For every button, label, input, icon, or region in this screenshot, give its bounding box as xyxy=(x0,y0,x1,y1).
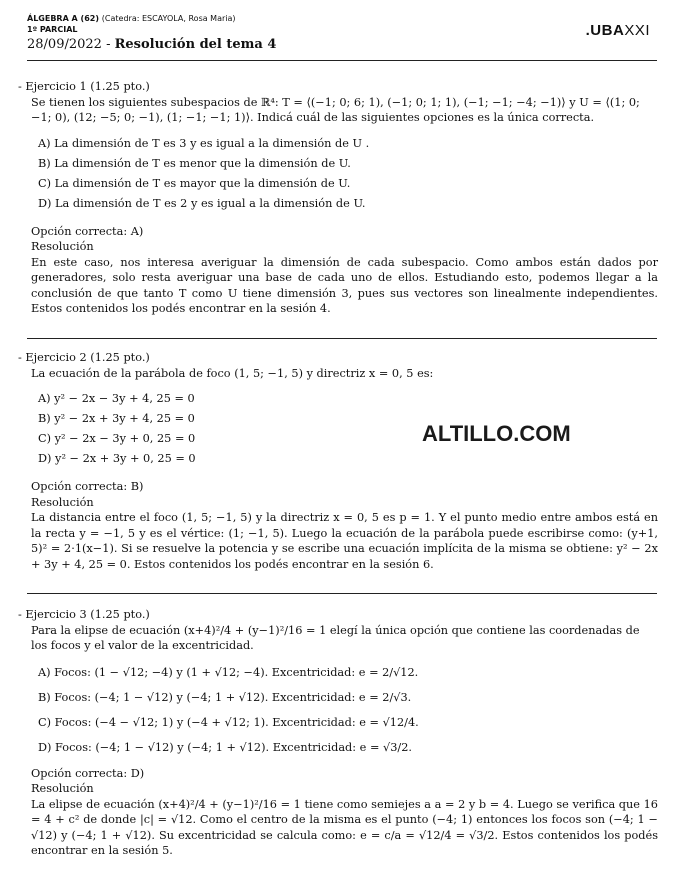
chair-name: (Catedra: ESCAYOLA, Rosa Maria) xyxy=(101,14,236,23)
header-divider xyxy=(27,60,657,61)
exam-date: 28/09/2022 xyxy=(27,37,102,52)
resolution-label: Resolución xyxy=(31,495,94,509)
options-list xyxy=(18,134,658,214)
watermark: ALTILLO.COM xyxy=(422,421,571,446)
option-d: D) La dimensión de T es 2 y es igual a la dimensión de U. xyxy=(38,196,366,210)
option-a: A) La dimensión de T es 3 y es igual a la dimensión de U . xyxy=(38,136,370,150)
correct-answer: Opción correcta: D) xyxy=(31,766,145,780)
correct-answer: Opción correcta: A) xyxy=(31,224,144,238)
option-d: D) y² − 2x + 3y + 0, 25 = 0 xyxy=(38,452,196,465)
exercise-statement: Se tienen los siguientes subespacios de ℝ⁴: T = ⟨(−1; 0; 6; 1), (−1; 0; 1; 1), (−1; −1; −4; −1)⟩ y U = ⟨(1; 0; −1; 0), (12; −5; 0; −1), (1; −1; −1; 1)⟩. Indicá cuál de las siguientes opciones es la única correcta. xyxy=(31,95,640,124)
exercise-title: - Ejercicio 1 (1.25 pto.) xyxy=(18,80,150,93)
option-b: B) y² − 2x + 3y + 4, 25 = 0 xyxy=(38,412,195,425)
correct-answer: Opción correcta: B) xyxy=(31,480,144,493)
exercise-title: - Ejercicio 3 (1.25 pto.) xyxy=(18,608,150,621)
options-list xyxy=(18,660,658,760)
option-d: D) Focos: (−4; 1 − √12) y (−4; 1 + √12). Excentricidad: e = √3/2. xyxy=(38,740,412,754)
exercise-3 xyxy=(18,607,658,859)
exercise-title: - Ejercicio 2 (1.25 pto.) xyxy=(18,351,150,364)
course-name: ÁLGEBRA A (62) xyxy=(27,14,99,23)
title-line: 28/09/2022 - Resolución del tema 4 xyxy=(27,37,277,52)
option-b: B) Focos: (−4; 1 − √12) y (−4; 1 + √12). Excentricidad: e = 2/√3. xyxy=(38,690,412,704)
option-c: C) La dimensión de T es mayor que la dimensión de U. xyxy=(38,176,351,190)
option-c: C) Focos: (−4 − √12; 1) y (−4 + √12; 1). Excentricidad: e = √12/4. xyxy=(38,715,419,729)
exercise-statement: Para la elipse de ecuación (x+4)²/4 + (y−1)²/16 = 1 elegí la única opción que contiene las coordenadas de los focos y el valor de la excentricidad. xyxy=(31,623,640,652)
exercise-statement: La ecuación de la parábola de foco (1, 5; −1, 5) y directriz x = 0, 5 es: xyxy=(31,366,434,380)
resolution-text: La elipse de ecuación (x+4)²/4 + (y−1)²/16 = 1 tiene como semiejes a a = 2 y b = 4. Luego se verifica que 16 = 4 + c² de donde |c| = √12. Como el centro de la misma es el punto (−4; 1) entonces los focos son (−4; 1 − √12) y (−4; 1 + √12). Su excentricidad se calcula como: e = c/a = √12/4 = √3/2. Estos contenidos los podés encontrar en la sesión 5. xyxy=(31,797,658,857)
option-a: A) Focos: (1 − √12; −4) y (1 + √12; −4). Excentricidad: e = 2/√12. xyxy=(38,665,419,679)
exam-header xyxy=(27,13,477,52)
section-divider xyxy=(27,593,657,594)
option-c: C) y² − 2x − 3y + 0, 25 = 0 xyxy=(38,432,196,445)
resolution-label: Resolución xyxy=(31,240,94,253)
exercise-2 xyxy=(18,350,658,572)
section-divider xyxy=(27,338,657,339)
resolution-text: La distancia entre el foco (1, 5; −1, 5) y la directriz x = 0, 5 es p = 1. Y el punto medio entre ambos está en la recta y = −1, 5 y es el vértice: (1; −1, 5). Luego la ecuación de la parábola puede escribirse como: (y+1, 5)² = 2·1(x−1). Si se resuelve la potencia y se escribe una ecuación implícita de la misma se obtiene: y² − 2x + 3y + 4, 25 = 0. Estos contenidos los podés encontrar en la sesión 6. xyxy=(31,511,658,571)
page-title: Resolución del tema 4 xyxy=(114,37,277,52)
option-a: A) y² − 2x − 3y + 4, 25 = 0 xyxy=(38,392,195,405)
option-b: B) La dimensión de T es menor que la dimensión de U. xyxy=(38,156,351,170)
exercise-1 xyxy=(18,79,658,317)
course-line xyxy=(27,13,477,24)
resolution-text: En este caso, nos interesa averiguar la dimensión de cada subespacio. Como ambos están dados por generadores, solo resta averiguar una base de cada uno de ellos. Estudiando esto, podemos llegar a la conclusión de que tanto T como U tiene dimensión 3, pues sus vectores son linealmente independientes. Estos contenidos los podés encontrar en la sesión 4. xyxy=(31,255,658,315)
uba-xxi-logo: .UBAXXI xyxy=(585,22,650,39)
resolution-label: Resolución xyxy=(31,782,94,795)
exam-name: 1º PARCIAL xyxy=(27,25,78,34)
